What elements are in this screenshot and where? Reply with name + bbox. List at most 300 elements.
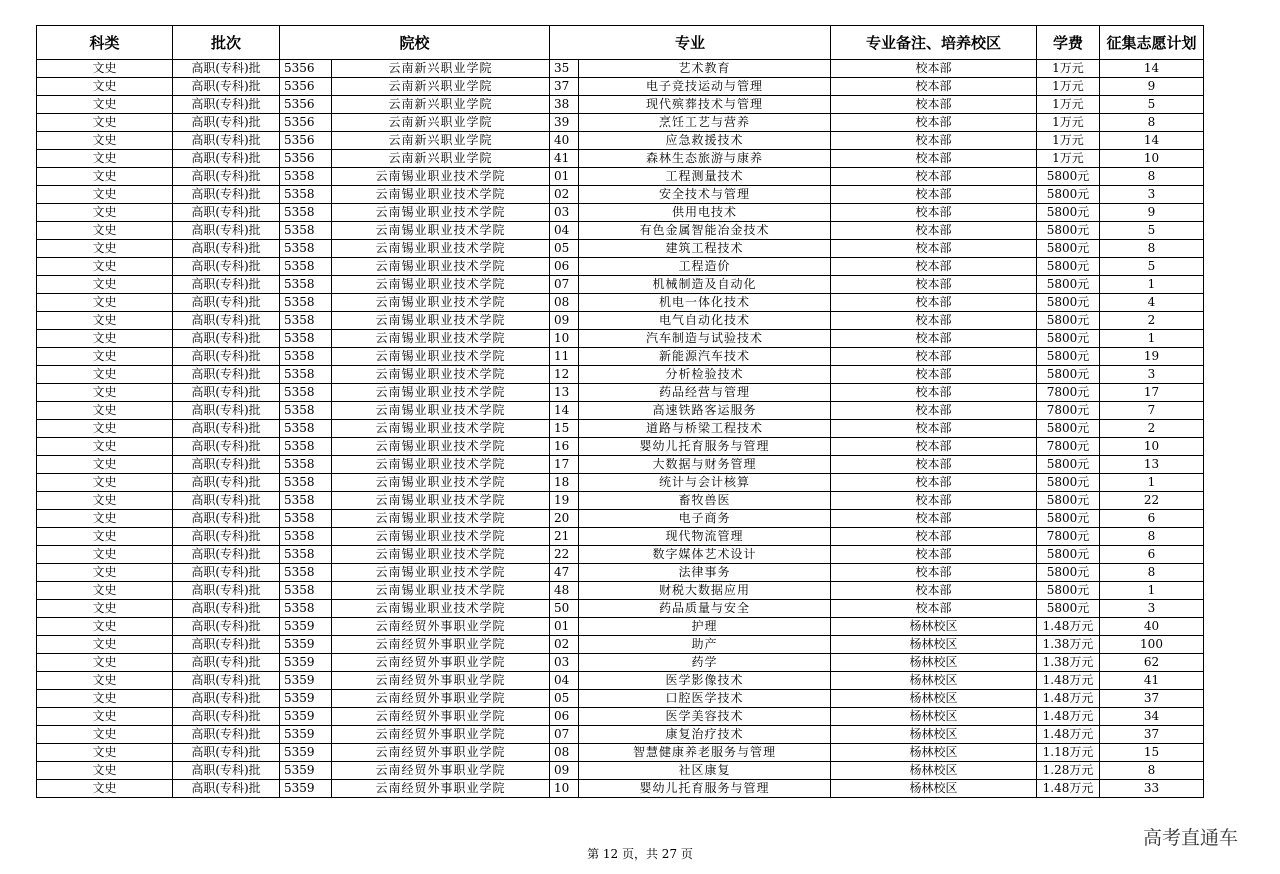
cell-campus: 校本部 — [831, 78, 1037, 96]
cell-batch: 高职(专科)批 — [173, 618, 280, 636]
cell-major-name: 社区康复 — [579, 762, 831, 780]
cell-tuition: 7800元 — [1037, 402, 1100, 420]
cell-major-name: 应急救援技术 — [579, 132, 831, 150]
cell-subject-type: 文史 — [37, 168, 173, 186]
cell-school-code: 5358 — [280, 600, 332, 618]
table-row — [37, 78, 1204, 96]
cell-tuition: 1.48万元 — [1037, 708, 1100, 726]
cell-batch: 高职(专科)批 — [173, 150, 280, 168]
cell-major-code: 04 — [550, 222, 579, 240]
cell-major-name: 助产 — [579, 636, 831, 654]
page-number: 第 12 页，共 27 页 — [587, 847, 693, 861]
cell-school-name: 云南锡业职业技术学院 — [332, 366, 550, 384]
cell-major-name: 新能源汽车技术 — [579, 348, 831, 366]
cell-campus: 校本部 — [831, 348, 1037, 366]
table-row — [37, 60, 1204, 78]
cell-subject-type: 文史 — [37, 150, 173, 168]
cell-tuition: 5800元 — [1037, 600, 1100, 618]
cell-tuition: 7800元 — [1037, 384, 1100, 402]
cell-major-code: 13 — [550, 384, 579, 402]
cell-subject-type: 文史 — [37, 60, 173, 78]
cell-school-name: 云南新兴职业学院 — [332, 78, 550, 96]
table-row — [37, 312, 1204, 330]
cell-plan-count: 9 — [1100, 204, 1204, 222]
cell-plan-count: 8 — [1100, 240, 1204, 258]
cell-major-code: 06 — [550, 258, 579, 276]
cell-campus: 校本部 — [831, 204, 1037, 222]
cell-subject-type: 文史 — [37, 438, 173, 456]
cell-school-code: 5358 — [280, 564, 332, 582]
cell-school-name: 云南经贸外事职业学院 — [332, 618, 550, 636]
cell-plan-count: 10 — [1100, 150, 1204, 168]
cell-school-name: 云南锡业职业技术学院 — [332, 510, 550, 528]
cell-subject-type: 文史 — [37, 690, 173, 708]
table-row — [37, 420, 1204, 438]
cell-plan-count: 14 — [1100, 60, 1204, 78]
cell-major-code: 08 — [550, 294, 579, 312]
cell-major-name: 烹饪工艺与营养 — [579, 114, 831, 132]
cell-campus: 校本部 — [831, 150, 1037, 168]
cell-school-code: 5358 — [280, 330, 332, 348]
cell-school-name: 云南锡业职业技术学院 — [332, 492, 550, 510]
cell-subject-type: 文史 — [37, 402, 173, 420]
cell-school-code: 5358 — [280, 186, 332, 204]
cell-plan-count: 19 — [1100, 348, 1204, 366]
table-row — [37, 492, 1204, 510]
cell-major-code: 14 — [550, 402, 579, 420]
cell-campus: 校本部 — [831, 168, 1037, 186]
cell-school-code: 5358 — [280, 312, 332, 330]
cell-major-code: 22 — [550, 546, 579, 564]
cell-campus: 校本部 — [831, 402, 1037, 420]
table-row — [37, 96, 1204, 114]
cell-school-name: 云南新兴职业学院 — [332, 60, 550, 78]
cell-campus: 杨林校区 — [831, 780, 1037, 798]
cell-school-name: 云南经贸外事职业学院 — [332, 690, 550, 708]
cell-plan-count: 1 — [1100, 276, 1204, 294]
cell-major-name: 艺术教育 — [579, 60, 831, 78]
cell-major-code: 41 — [550, 150, 579, 168]
cell-subject-type: 文史 — [37, 114, 173, 132]
cell-major-code: 19 — [550, 492, 579, 510]
cell-subject-type: 文史 — [37, 276, 173, 294]
cell-campus: 校本部 — [831, 564, 1037, 582]
cell-plan-count: 1 — [1100, 474, 1204, 492]
cell-subject-type: 文史 — [37, 600, 173, 618]
cell-tuition: 5800元 — [1037, 312, 1100, 330]
cell-school-code: 5359 — [280, 618, 332, 636]
cell-major-name: 工程测量技术 — [579, 168, 831, 186]
cell-subject-type: 文史 — [37, 204, 173, 222]
cell-major-code: 02 — [550, 636, 579, 654]
cell-major-name: 现代殡葬技术与管理 — [579, 96, 831, 114]
cell-school-code: 5359 — [280, 780, 332, 798]
cell-major-code: 35 — [550, 60, 579, 78]
cell-campus: 校本部 — [831, 132, 1037, 150]
cell-campus: 杨林校区 — [831, 708, 1037, 726]
cell-batch: 高职(专科)批 — [173, 294, 280, 312]
cell-major-name: 大数据与财务管理 — [579, 456, 831, 474]
cell-tuition: 1万元 — [1037, 114, 1100, 132]
cell-major-name: 护理 — [579, 618, 831, 636]
table-row — [37, 582, 1204, 600]
cell-school-code: 5358 — [280, 582, 332, 600]
watermark-text: 高考直通车 — [1143, 827, 1239, 849]
cell-batch: 高职(专科)批 — [173, 312, 280, 330]
cell-school-code: 5358 — [280, 438, 332, 456]
cell-major-code: 48 — [550, 582, 579, 600]
cell-plan-count: 8 — [1100, 168, 1204, 186]
cell-batch: 高职(专科)批 — [173, 546, 280, 564]
cell-tuition: 5800元 — [1037, 330, 1100, 348]
cell-plan-count: 5 — [1100, 222, 1204, 240]
cell-school-code: 5359 — [280, 744, 332, 762]
cell-school-code: 5358 — [280, 294, 332, 312]
cell-major-name: 机电一体化技术 — [579, 294, 831, 312]
cell-major-name: 电气自动化技术 — [579, 312, 831, 330]
cell-major-name: 医学影像技术 — [579, 672, 831, 690]
cell-major-name: 婴幼儿托育服务与管理 — [579, 780, 831, 798]
cell-tuition: 5800元 — [1037, 186, 1100, 204]
cell-major-code: 11 — [550, 348, 579, 366]
cell-subject-type: 文史 — [37, 744, 173, 762]
cell-school-code: 5358 — [280, 384, 332, 402]
cell-subject-type: 文史 — [37, 582, 173, 600]
table-row — [37, 690, 1204, 708]
cell-campus: 校本部 — [831, 186, 1037, 204]
table-row — [37, 222, 1204, 240]
cell-school-code: 5356 — [280, 114, 332, 132]
cell-batch: 高职(专科)批 — [173, 348, 280, 366]
table-row — [37, 114, 1204, 132]
cell-major-code: 10 — [550, 780, 579, 798]
cell-campus: 杨林校区 — [831, 618, 1037, 636]
cell-subject-type: 文史 — [37, 420, 173, 438]
cell-campus: 校本部 — [831, 312, 1037, 330]
table-row — [37, 366, 1204, 384]
header-subject-type: 科类 — [37, 26, 173, 60]
cell-campus: 校本部 — [831, 528, 1037, 546]
cell-subject-type: 文史 — [37, 564, 173, 582]
cell-tuition: 5800元 — [1037, 348, 1100, 366]
table-row — [37, 402, 1204, 420]
cell-major-name: 电子竞技运动与管理 — [579, 78, 831, 96]
cell-tuition: 1.28万元 — [1037, 762, 1100, 780]
cell-campus: 校本部 — [831, 366, 1037, 384]
table-row — [37, 294, 1204, 312]
cell-batch: 高职(专科)批 — [173, 600, 280, 618]
cell-major-name: 药学 — [579, 654, 831, 672]
cell-tuition: 1.48万元 — [1037, 726, 1100, 744]
cell-tuition: 1万元 — [1037, 150, 1100, 168]
cell-batch: 高职(专科)批 — [173, 114, 280, 132]
cell-school-code: 5359 — [280, 690, 332, 708]
cell-tuition: 1.48万元 — [1037, 672, 1100, 690]
cell-subject-type: 文史 — [37, 726, 173, 744]
cell-subject-type: 文史 — [37, 618, 173, 636]
cell-tuition: 1万元 — [1037, 78, 1100, 96]
cell-tuition: 5800元 — [1037, 492, 1100, 510]
cell-batch: 高职(专科)批 — [173, 762, 280, 780]
cell-school-name: 云南锡业职业技术学院 — [332, 582, 550, 600]
cell-batch: 高职(专科)批 — [173, 258, 280, 276]
cell-plan-count: 8 — [1100, 564, 1204, 582]
cell-school-code: 5356 — [280, 132, 332, 150]
cell-school-code: 5358 — [280, 204, 332, 222]
cell-school-code: 5359 — [280, 672, 332, 690]
cell-plan-count: 37 — [1100, 726, 1204, 744]
cell-batch: 高职(专科)批 — [173, 60, 280, 78]
cell-school-code: 5358 — [280, 456, 332, 474]
cell-batch: 高职(专科)批 — [173, 366, 280, 384]
cell-school-code: 5358 — [280, 528, 332, 546]
cell-school-name: 云南经贸外事职业学院 — [332, 726, 550, 744]
cell-batch: 高职(专科)批 — [173, 726, 280, 744]
cell-campus: 校本部 — [831, 240, 1037, 258]
cell-tuition: 1.18万元 — [1037, 744, 1100, 762]
cell-subject-type: 文史 — [37, 96, 173, 114]
cell-school-code: 5358 — [280, 366, 332, 384]
cell-batch: 高职(专科)批 — [173, 222, 280, 240]
cell-batch: 高职(专科)批 — [173, 96, 280, 114]
cell-tuition: 5800元 — [1037, 204, 1100, 222]
cell-plan-count: 3 — [1100, 366, 1204, 384]
cell-school-code: 5358 — [280, 510, 332, 528]
cell-major-code: 08 — [550, 744, 579, 762]
cell-tuition: 5800元 — [1037, 582, 1100, 600]
cell-school-name: 云南锡业职业技术学院 — [332, 330, 550, 348]
cell-plan-count: 9 — [1100, 78, 1204, 96]
cell-batch: 高职(专科)批 — [173, 438, 280, 456]
cell-plan-count: 37 — [1100, 690, 1204, 708]
cell-major-name: 财税大数据应用 — [579, 582, 831, 600]
cell-batch: 高职(专科)批 — [173, 384, 280, 402]
table-row — [37, 528, 1204, 546]
cell-plan-count: 6 — [1100, 546, 1204, 564]
cell-batch: 高职(专科)批 — [173, 564, 280, 582]
cell-campus: 杨林校区 — [831, 636, 1037, 654]
cell-plan-count: 14 — [1100, 132, 1204, 150]
cell-school-code: 5359 — [280, 654, 332, 672]
cell-school-code: 5358 — [280, 492, 332, 510]
cell-subject-type: 文史 — [37, 294, 173, 312]
cell-batch: 高职(专科)批 — [173, 582, 280, 600]
table-row — [37, 438, 1204, 456]
cell-major-code: 20 — [550, 510, 579, 528]
cell-school-name: 云南锡业职业技术学院 — [332, 402, 550, 420]
table-row — [37, 636, 1204, 654]
cell-plan-count: 40 — [1100, 618, 1204, 636]
cell-batch: 高职(专科)批 — [173, 402, 280, 420]
cell-school-code: 5358 — [280, 222, 332, 240]
table-row — [37, 348, 1204, 366]
cell-plan-count: 3 — [1100, 186, 1204, 204]
table-row — [37, 708, 1204, 726]
cell-subject-type: 文史 — [37, 348, 173, 366]
cell-major-code: 01 — [550, 168, 579, 186]
cell-school-name: 云南锡业职业技术学院 — [332, 204, 550, 222]
cell-tuition: 5800元 — [1037, 474, 1100, 492]
cell-major-name: 分析检验技术 — [579, 366, 831, 384]
cell-school-code: 5358 — [280, 168, 332, 186]
cell-tuition: 5800元 — [1037, 366, 1100, 384]
cell-plan-count: 4 — [1100, 294, 1204, 312]
table-row — [37, 474, 1204, 492]
cell-subject-type: 文史 — [37, 708, 173, 726]
cell-batch: 高职(专科)批 — [173, 654, 280, 672]
cell-subject-type: 文史 — [37, 474, 173, 492]
cell-school-code: 5356 — [280, 96, 332, 114]
cell-school-code: 5356 — [280, 78, 332, 96]
cell-batch: 高职(专科)批 — [173, 780, 280, 798]
cell-campus: 校本部 — [831, 474, 1037, 492]
cell-batch: 高职(专科)批 — [173, 672, 280, 690]
cell-subject-type: 文史 — [37, 240, 173, 258]
cell-batch: 高职(专科)批 — [173, 240, 280, 258]
cell-campus: 校本部 — [831, 114, 1037, 132]
cell-subject-type: 文史 — [37, 222, 173, 240]
cell-batch: 高职(专科)批 — [173, 510, 280, 528]
cell-major-name: 供用电技术 — [579, 204, 831, 222]
cell-school-name: 云南锡业职业技术学院 — [332, 384, 550, 402]
cell-subject-type: 文史 — [37, 528, 173, 546]
cell-school-code: 5358 — [280, 546, 332, 564]
cell-plan-count: 33 — [1100, 780, 1204, 798]
table-row — [37, 546, 1204, 564]
cell-tuition: 1.48万元 — [1037, 780, 1100, 798]
table-row — [37, 726, 1204, 744]
cell-major-code: 47 — [550, 564, 579, 582]
cell-batch: 高职(专科)批 — [173, 744, 280, 762]
cell-campus: 校本部 — [831, 276, 1037, 294]
cell-batch: 高职(专科)批 — [173, 528, 280, 546]
cell-batch: 高职(专科)批 — [173, 474, 280, 492]
cell-plan-count: 1 — [1100, 330, 1204, 348]
cell-campus: 校本部 — [831, 510, 1037, 528]
cell-school-code: 5359 — [280, 726, 332, 744]
cell-plan-count: 8 — [1100, 528, 1204, 546]
cell-subject-type: 文史 — [37, 384, 173, 402]
cell-tuition: 1万元 — [1037, 60, 1100, 78]
cell-campus: 校本部 — [831, 60, 1037, 78]
cell-school-code: 5358 — [280, 276, 332, 294]
cell-school-name: 云南经贸外事职业学院 — [332, 744, 550, 762]
cell-subject-type: 文史 — [37, 456, 173, 474]
cell-school-name: 云南锡业职业技术学院 — [332, 294, 550, 312]
cell-campus: 校本部 — [831, 258, 1037, 276]
cell-major-name: 高速铁路客运服务 — [579, 402, 831, 420]
cell-school-name: 云南锡业职业技术学院 — [332, 456, 550, 474]
cell-school-name: 云南锡业职业技术学院 — [332, 168, 550, 186]
cell-school-name: 云南锡业职业技术学院 — [332, 222, 550, 240]
cell-tuition: 1.38万元 — [1037, 636, 1100, 654]
cell-plan-count: 2 — [1100, 312, 1204, 330]
cell-subject-type: 文史 — [37, 78, 173, 96]
cell-major-name: 康复治疗技术 — [579, 726, 831, 744]
cell-plan-count: 34 — [1100, 708, 1204, 726]
cell-major-code: 09 — [550, 762, 579, 780]
cell-major-code: 01 — [550, 618, 579, 636]
table-row — [37, 600, 1204, 618]
table-row — [37, 456, 1204, 474]
cell-batch: 高职(专科)批 — [173, 330, 280, 348]
cell-campus: 校本部 — [831, 294, 1037, 312]
cell-tuition: 5800元 — [1037, 564, 1100, 582]
cell-batch: 高职(专科)批 — [173, 690, 280, 708]
table-row — [37, 204, 1204, 222]
cell-school-name: 云南锡业职业技术学院 — [332, 438, 550, 456]
cell-tuition: 5800元 — [1037, 510, 1100, 528]
cell-school-name: 云南锡业职业技术学院 — [332, 258, 550, 276]
cell-campus: 校本部 — [831, 330, 1037, 348]
cell-major-name: 畜牧兽医 — [579, 492, 831, 510]
cell-subject-type: 文史 — [37, 546, 173, 564]
table-row — [37, 384, 1204, 402]
cell-major-name: 口腔医学技术 — [579, 690, 831, 708]
header-major: 专业 — [550, 26, 831, 60]
cell-subject-type: 文史 — [37, 186, 173, 204]
header-plan-count: 征集志愿计划 — [1100, 26, 1204, 60]
cell-major-code: 07 — [550, 726, 579, 744]
table-row — [37, 240, 1204, 258]
cell-tuition: 5800元 — [1037, 258, 1100, 276]
table-row — [37, 276, 1204, 294]
cell-plan-count: 62 — [1100, 654, 1204, 672]
cell-major-name: 汽车制造与试验技术 — [579, 330, 831, 348]
cell-campus: 校本部 — [831, 492, 1037, 510]
cell-subject-type: 文史 — [37, 636, 173, 654]
cell-major-code: 16 — [550, 438, 579, 456]
cell-school-name: 云南锡业职业技术学院 — [332, 348, 550, 366]
cell-major-name: 智慧健康养老服务与管理 — [579, 744, 831, 762]
cell-tuition: 5800元 — [1037, 276, 1100, 294]
cell-plan-count: 41 — [1100, 672, 1204, 690]
cell-school-name: 云南经贸外事职业学院 — [332, 654, 550, 672]
cell-major-code: 17 — [550, 456, 579, 474]
cell-campus: 杨林校区 — [831, 726, 1037, 744]
table-row — [37, 744, 1204, 762]
cell-subject-type: 文史 — [37, 762, 173, 780]
cell-tuition: 1万元 — [1037, 96, 1100, 114]
cell-major-code: 50 — [550, 600, 579, 618]
cell-major-code: 40 — [550, 132, 579, 150]
cell-plan-count: 8 — [1100, 114, 1204, 132]
cell-batch: 高职(专科)批 — [173, 456, 280, 474]
cell-school-name: 云南锡业职业技术学院 — [332, 240, 550, 258]
cell-major-code: 06 — [550, 708, 579, 726]
cell-campus: 校本部 — [831, 456, 1037, 474]
cell-school-name: 云南经贸外事职业学院 — [332, 708, 550, 726]
cell-major-code: 39 — [550, 114, 579, 132]
cell-major-code: 09 — [550, 312, 579, 330]
cell-plan-count: 2 — [1100, 420, 1204, 438]
cell-campus: 校本部 — [831, 222, 1037, 240]
table-row — [37, 654, 1204, 672]
cell-campus: 杨林校区 — [831, 672, 1037, 690]
cell-subject-type: 文史 — [37, 132, 173, 150]
cell-school-code: 5359 — [280, 636, 332, 654]
cell-school-code: 5358 — [280, 402, 332, 420]
cell-school-name: 云南锡业职业技术学院 — [332, 546, 550, 564]
cell-school-name: 云南锡业职业技术学院 — [332, 564, 550, 582]
cell-school-name: 云南新兴职业学院 — [332, 114, 550, 132]
cell-batch: 高职(专科)批 — [173, 168, 280, 186]
cell-tuition: 7800元 — [1037, 528, 1100, 546]
cell-batch: 高职(专科)批 — [173, 636, 280, 654]
table-row — [37, 672, 1204, 690]
cell-tuition: 7800元 — [1037, 438, 1100, 456]
table-row — [37, 564, 1204, 582]
